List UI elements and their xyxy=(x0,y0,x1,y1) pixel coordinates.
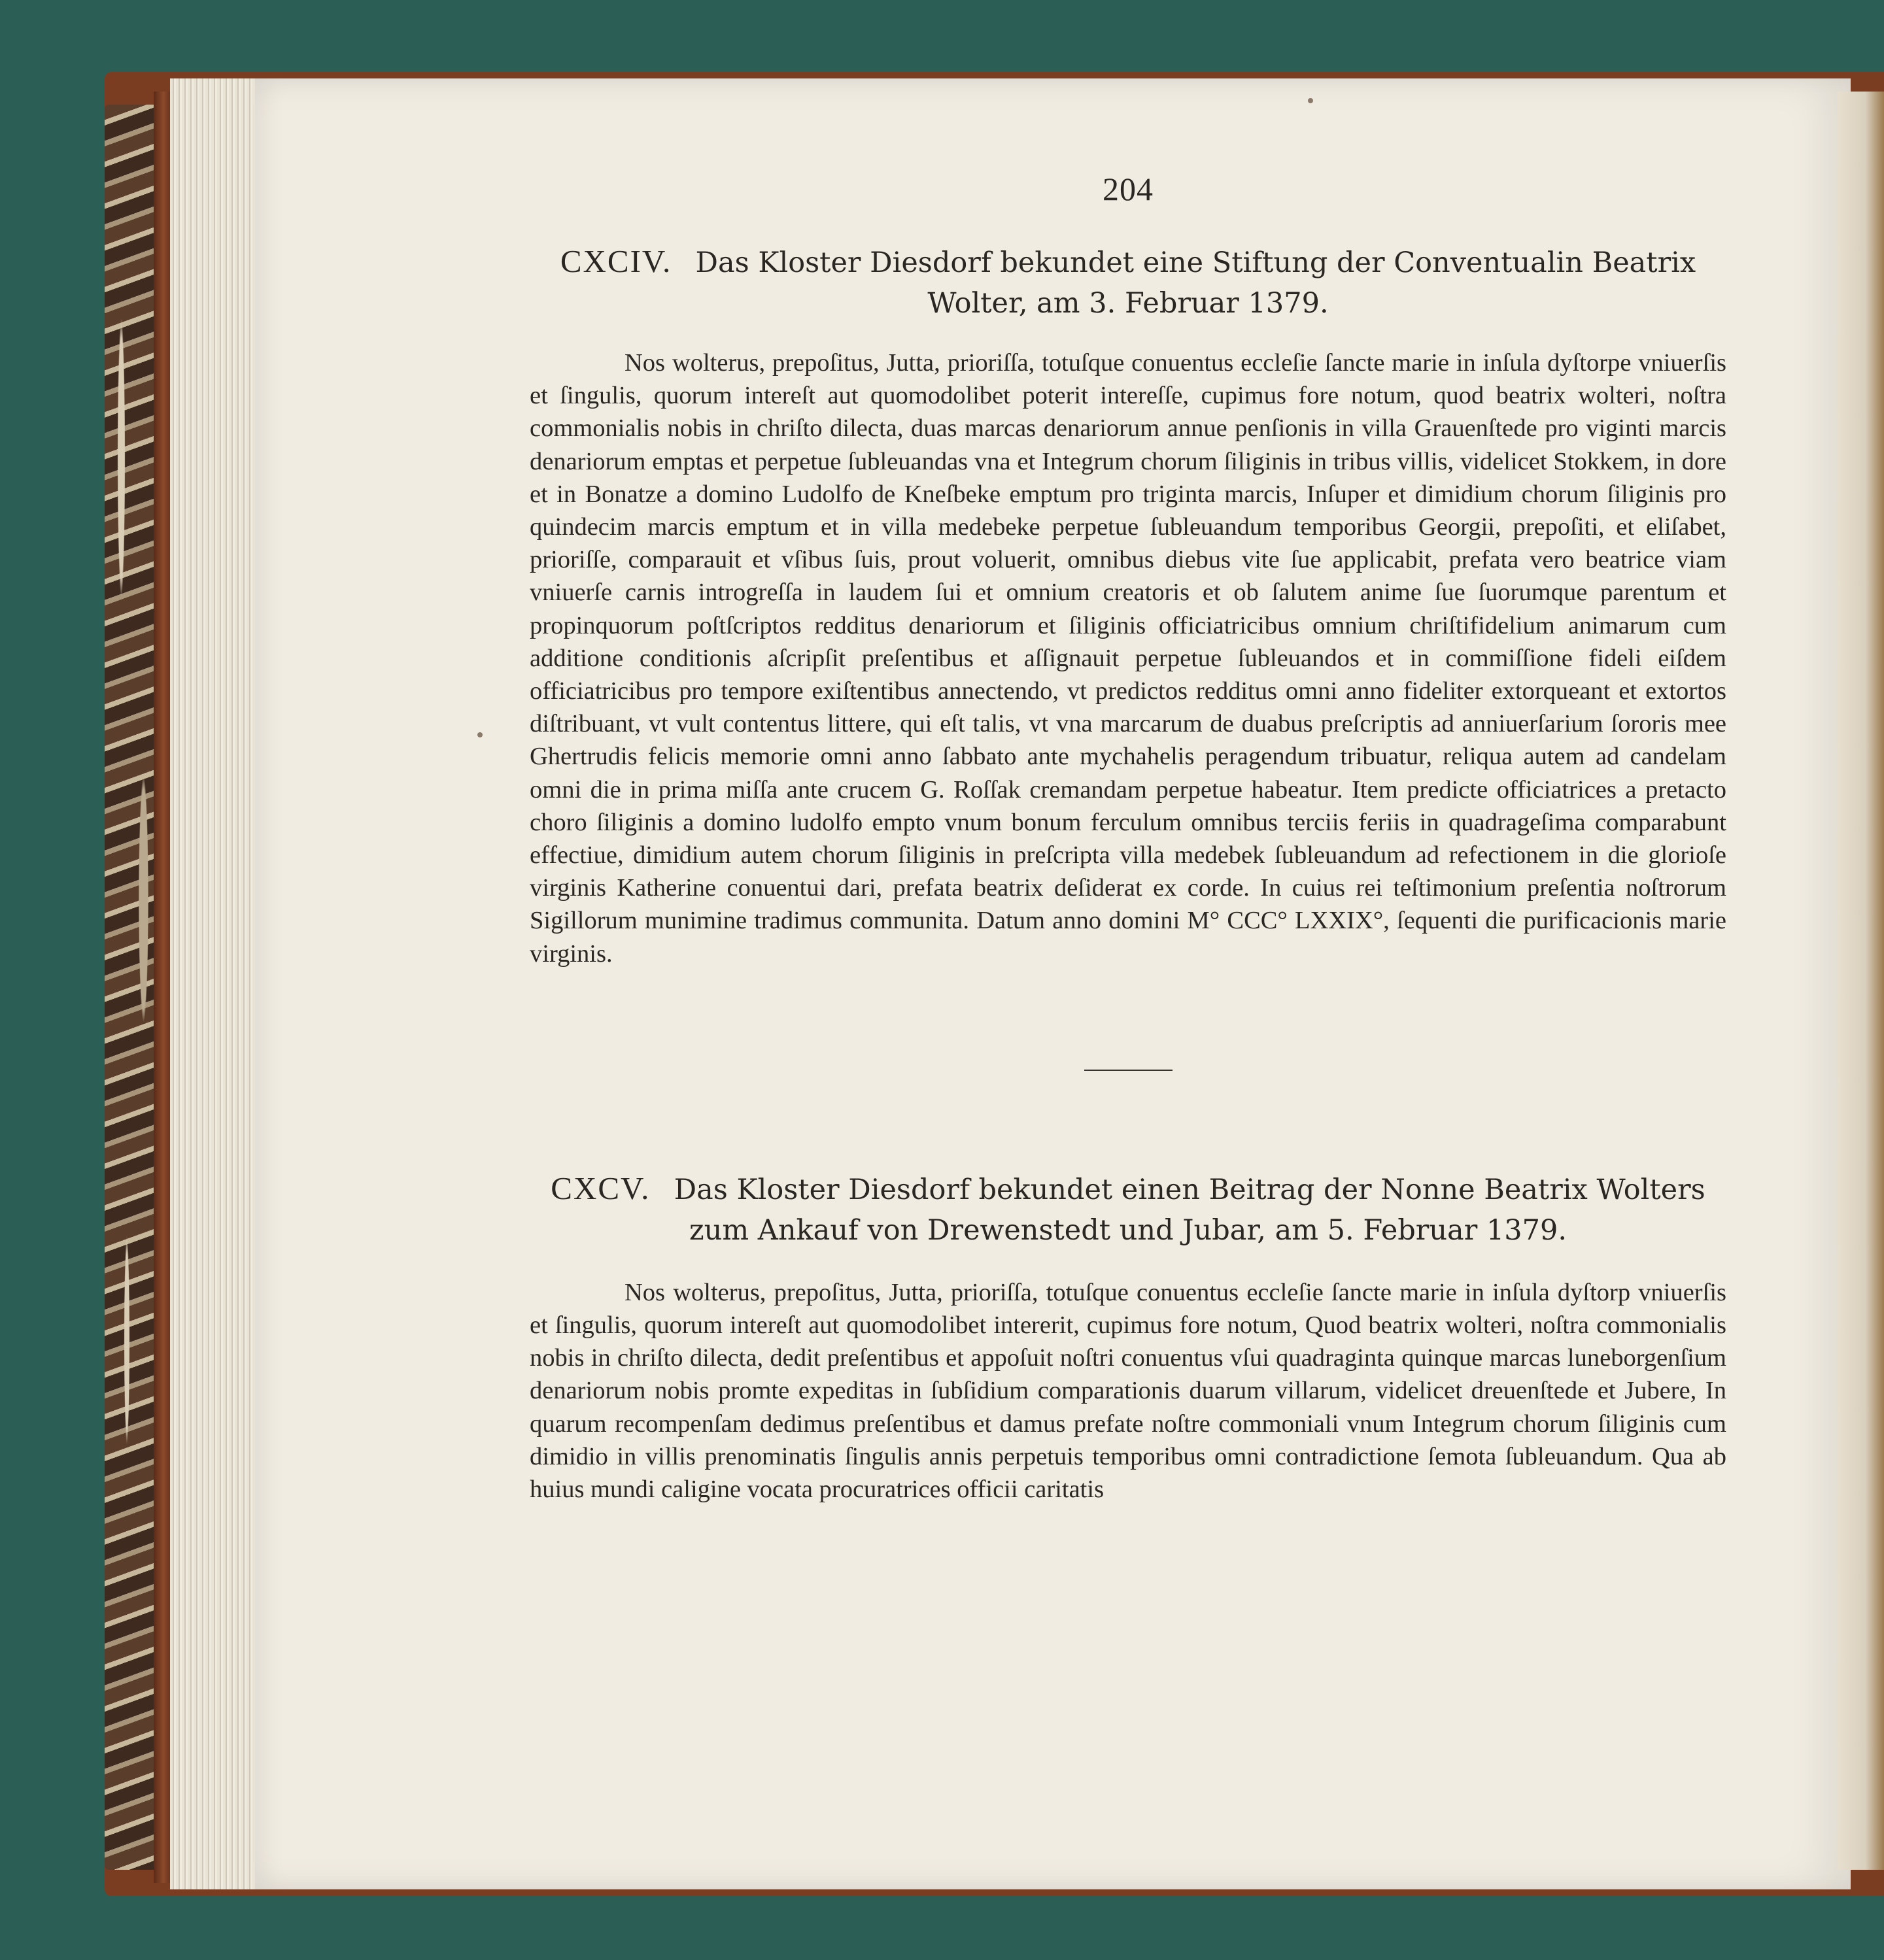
section-body: Nos wolterus, prepoſitus, Jutta, prioriſſa, totuſque conuentus eccleſie ſancte marie in inſula dyſtorpe vniuerſis et ſingulis, quorum intereſt aut quomodolibet poterit intereſſe, cupimus fore notum, quod beatrix wolteri, noſtra commonialis nobis in chriſto dilecta, duas marcas denariorum annue penſionis in villa Grauenſtede pro viginti marcis denariorum emptas et perpetue ſubleuandas vna et Integrum chorum ſiliginis in tribus villis, videlicet Stokkem, in dore et in Bonatze a domino Ludolfo de Kneſbeke emptum pro triginta marcis, Inſuper et dimidium chorum ſiliginis pro quindecim marcis emptum et in villa medebeke perpetue ſubleuandum temporibus Georgii, prepoſiti, et eliſabet, prioriſſe, comparauit et vſibus ſuis, prout voluerit, omnibus diebus vite ſue applicabit, prefata vero beatrice viam vniuerſe carnis introgreſſa in laudem ſui et omnium creatoris et ob ſalutem anime ſue ſuorumque parentum et propinquorum poſtſcriptos redditus denariorum et ſiliginis officiatricibus omnium chriſtifidelium animarum cum additione conditionis aſcripſit preſentibus et aſſignauit perpetue ſubleuandos et in commiſſione fideli eiſdem officiatricibus pro tempore exiſtentibus annectendo, vt predictos redditus omni anno fideliter extorqueant et extortos diſtribuant, vt vult contentus littere, qui eſt talis, vt vna marcarum de duabus preſcriptis ad anniuerſarium ſororis mee Ghertrudis felicis memorie omni anno ſabbato ante mychahelis peragendum tribuatur, reliqua autem ad candelam omni die in prima miſſa ante crucem G. Roſſak cremandam perpetue habeatur. Item predicte officiatrices a pretacto choro ſiliginis a domino ludolfo empto vnum bonum ferculum omnibus terciis feriis in quadrageſima comparabunt effectiue, dimidium autem chorum ſiliginis in preſcripta villa medebek ſubleuandum ad refectionem in die glorioſe virginis Katherine conuentui dari, prefata beatrix deſiderat ex corde. In cuius rei teſtimonium preſentia noſtrorum Sigillorum munimine tradimus communita. Datum anno domini M° CCC° LXXIX°, ſequenti die purificacionis marie virginis. xyxy=(530,349,1726,968)
section-heading xyxy=(530,1169,1726,1250)
section-number: CXCV. xyxy=(551,1170,651,1206)
document-section-cxcv xyxy=(530,1169,1726,1506)
section-heading xyxy=(530,242,1726,323)
page-number: 204 xyxy=(1103,171,1154,207)
marbled-cover-edge xyxy=(105,105,160,1870)
section-title: Das Kloster Diesdorf bekundet eine Stiftung der Conventualin Beatrix Wolter, am 3. Februar 1379. xyxy=(695,246,1696,320)
page-gutter xyxy=(1838,92,1884,1870)
page-content xyxy=(530,170,1726,1506)
section-body: Nos wolterus, prepoſitus, Jutta, prioriſſa, totuſque conuentus eccleſie ſancte marie in inſula dyſtorp vniuerſis et ſingulis, quorum intereſt aut quomodolibet intererit, cupimus fore notum, Quod beatrix wolteri, noſtra commonialis nobis in chriſto dilecta, dedit preſentibus et appoſuit noſtri conuentus vſui quadraginta quinque marcas luneborgenſium denariorum nobis promte expeditas in ſubſidium comparationis duarum villarum, videlicet dreuenſtede et Jubere, In quarum recompenſam dedimus preſentibus et damus prefate noſtre commoniali vnum Integrum chorum ſiliginis cum dimidio in villis prenominatis ſingulis annis perpetuis temporibus omni contradictione ſemota ſubleuandum. Qua ab huius mundi caligine vocata procuratrices officii caritatis xyxy=(530,1278,1726,1504)
section-number: CXCIV. xyxy=(560,243,672,279)
paper-speck xyxy=(1308,98,1313,103)
document-section-cxciv xyxy=(530,242,1726,970)
paper-speck xyxy=(477,732,483,737)
section-title: Das Kloster Diesdorf bekundet einen Beitrag der Nonne Beatrix Wolters zum Ankauf von Drewenstedt und Jubar, am 5. Februar 1379. xyxy=(674,1173,1705,1247)
section-divider xyxy=(1084,1070,1173,1071)
